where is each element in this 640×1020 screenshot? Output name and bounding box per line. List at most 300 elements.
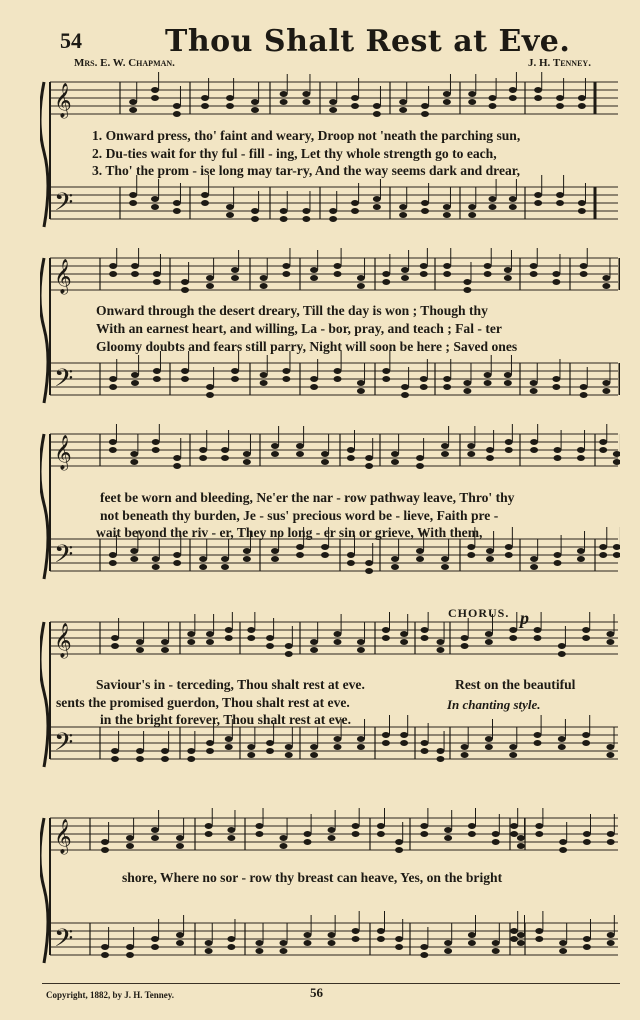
- note-head: [302, 91, 310, 97]
- lyric-line: With an earnest heart, and willing, La - bor, pray, and teach ; Fal - ter: [96, 321, 502, 336]
- note-head: [129, 99, 137, 105]
- note-head: [505, 544, 513, 550]
- note-head: [206, 631, 214, 637]
- note-head: [187, 631, 195, 637]
- note-head: [444, 835, 452, 841]
- note-head: [580, 384, 588, 390]
- note-head: [436, 748, 444, 754]
- note-head: [492, 839, 500, 845]
- copyright-notice: Copyright, 1882, by J. H. Tenney.: [46, 990, 175, 1000]
- note-head: [416, 463, 424, 469]
- treble-clef-icon: 𝄞: [54, 83, 72, 118]
- note-head: [399, 212, 407, 218]
- hymn-number: 54: [60, 28, 82, 53]
- note-head: [486, 556, 494, 562]
- note-head: [436, 639, 444, 645]
- note-head: [468, 91, 476, 97]
- note-head: [352, 928, 360, 934]
- note-head: [365, 568, 373, 574]
- note-head: [129, 200, 137, 206]
- note-head: [391, 451, 399, 457]
- note-head: [582, 635, 590, 641]
- note-head: [271, 443, 279, 449]
- footer-rule: [42, 983, 620, 984]
- note-head: [176, 843, 184, 849]
- note-head: [271, 451, 279, 457]
- note-head: [489, 103, 497, 109]
- note-head: [485, 631, 493, 637]
- staff-notation: [40, 808, 620, 973]
- note-head: [153, 271, 161, 277]
- lyric-line: shore, Where no sor - row thy breast can heave, Yes, on the bright: [122, 870, 503, 885]
- note-head: [296, 451, 304, 457]
- note-head: [613, 552, 620, 558]
- note-head: [492, 940, 500, 946]
- note-head: [302, 99, 310, 105]
- note-head: [486, 455, 494, 461]
- note-head: [391, 556, 399, 562]
- note-head: [206, 392, 214, 398]
- note-head: [126, 952, 134, 958]
- note-head: [231, 267, 239, 273]
- note-head: [373, 103, 381, 109]
- note-head: [377, 928, 385, 934]
- note-head: [206, 283, 214, 289]
- note-head: [535, 928, 543, 934]
- note-head: [558, 643, 566, 649]
- note-head: [101, 944, 109, 950]
- note-head: [552, 279, 560, 285]
- note-head: [468, 823, 476, 829]
- note-head: [173, 552, 181, 558]
- note-head: [517, 843, 525, 849]
- note-head: [271, 556, 279, 562]
- note-head: [109, 552, 117, 558]
- note-head: [505, 439, 513, 445]
- note-head: [556, 95, 564, 101]
- note-head: [221, 455, 229, 461]
- note-head: [205, 948, 213, 954]
- note-head: [530, 388, 538, 394]
- note-head: [151, 95, 159, 101]
- note-head: [153, 368, 161, 374]
- note-head: [231, 368, 239, 374]
- hymn-title: Thou Shalt Rest at Eve.: [165, 24, 571, 59]
- note-head: [484, 263, 492, 269]
- note-head: [510, 831, 518, 837]
- note-head: [530, 263, 538, 269]
- note-head: [463, 380, 471, 386]
- note-head: [199, 447, 207, 453]
- note-head: [129, 107, 137, 113]
- note-head: [492, 948, 500, 954]
- note-head: [468, 932, 476, 938]
- note-head: [443, 376, 451, 382]
- note-head: [279, 940, 287, 946]
- system-brace: [40, 622, 48, 767]
- note-head: [357, 744, 365, 750]
- note-head: [181, 279, 189, 285]
- note-head: [535, 936, 543, 942]
- note-head: [173, 455, 181, 461]
- note-head: [136, 639, 144, 645]
- note-head: [226, 212, 234, 218]
- system-brace: [40, 818, 48, 963]
- note-head: [151, 196, 159, 202]
- note-head: [420, 263, 428, 269]
- note-head: [282, 376, 290, 382]
- note-head: [205, 831, 213, 837]
- note-head: [401, 392, 409, 398]
- note-head: [606, 752, 614, 758]
- note-head: [282, 271, 290, 277]
- note-head: [151, 204, 159, 210]
- note-head: [347, 447, 355, 453]
- note-head: [296, 552, 304, 558]
- note-head: [187, 756, 195, 762]
- note-head: [382, 368, 390, 374]
- note-head: [266, 748, 274, 754]
- note-head: [173, 208, 181, 214]
- note-head: [463, 279, 471, 285]
- note-head: [467, 544, 475, 550]
- note-head: [606, 639, 614, 645]
- note-head: [357, 380, 365, 386]
- note-head: [129, 192, 137, 198]
- note-head: [221, 556, 229, 562]
- note-head: [556, 103, 564, 109]
- note-head: [131, 263, 139, 269]
- note-head: [582, 627, 590, 633]
- staff-notation: [40, 424, 620, 589]
- note-head: [260, 372, 268, 378]
- note-head: [510, 823, 518, 829]
- note-head: [243, 556, 251, 562]
- note-head: [334, 263, 342, 269]
- note-head: [329, 107, 337, 113]
- note-head: [285, 752, 293, 758]
- note-head: [205, 823, 213, 829]
- note-head: [247, 744, 255, 750]
- note-head: [485, 639, 493, 645]
- note-head: [357, 388, 365, 394]
- note-head: [176, 932, 184, 938]
- note-head: [109, 560, 117, 566]
- note-head: [109, 376, 117, 382]
- note-head: [266, 643, 274, 649]
- note-head: [382, 635, 390, 641]
- note-head: [304, 839, 312, 845]
- note-head: [509, 744, 517, 750]
- note-head: [468, 212, 476, 218]
- note-head: [334, 639, 342, 645]
- note-head: [352, 823, 360, 829]
- note-head: [152, 564, 160, 570]
- note-head: [365, 560, 373, 566]
- note-head: [225, 736, 233, 742]
- note-head: [391, 459, 399, 465]
- note-head: [559, 847, 567, 853]
- lyric-line: not beneath thy burden, Je - sus' precious word be - lieve, Faith pre -: [100, 508, 499, 523]
- note-head: [310, 275, 318, 281]
- note-head: [334, 368, 342, 374]
- system-brace: [40, 82, 48, 227]
- note-head: [226, 95, 234, 101]
- note-head: [152, 439, 160, 445]
- note-head: [443, 212, 451, 218]
- note-head: [206, 639, 214, 645]
- note-head: [201, 200, 209, 206]
- note-head: [468, 940, 476, 946]
- note-head: [578, 208, 586, 214]
- note-head: [534, 87, 542, 93]
- note-head: [613, 451, 620, 457]
- note-head: [607, 831, 615, 837]
- note-head: [421, 208, 429, 214]
- lyric-line: 1. Onward press, tho' faint and weary, Droop not 'neath the parching sun,: [92, 128, 521, 143]
- note-head: [606, 631, 614, 637]
- note-head: [357, 283, 365, 289]
- note-head: [126, 944, 134, 950]
- note-head: [534, 200, 542, 206]
- note-head: [461, 643, 469, 649]
- note-head: [321, 459, 329, 465]
- note-head: [111, 756, 119, 762]
- note-head: [443, 263, 451, 269]
- note-head: [421, 627, 429, 633]
- note-head: [535, 823, 543, 829]
- note-head: [136, 748, 144, 754]
- note-head: [602, 283, 610, 289]
- note-head: [416, 548, 424, 554]
- note-head: [251, 99, 259, 105]
- note-head: [187, 748, 195, 754]
- note-head: [373, 111, 381, 117]
- note-head: [206, 384, 214, 390]
- note-head: [310, 376, 318, 382]
- lyric-line: sents the promised guerdon, Thou shalt rest at eve.: [56, 695, 350, 710]
- note-head: [161, 748, 169, 754]
- note-head: [111, 643, 119, 649]
- note-head: [530, 380, 538, 386]
- note-head: [151, 944, 159, 950]
- note-head: [441, 564, 449, 570]
- note-head: [509, 87, 517, 93]
- note-head: [251, 216, 259, 222]
- note-head: [187, 639, 195, 645]
- note-head: [416, 455, 424, 461]
- note-head: [441, 443, 449, 449]
- note-head: [606, 744, 614, 750]
- note-head: [109, 271, 117, 277]
- note-head: [535, 831, 543, 837]
- note-head: [260, 283, 268, 289]
- note-head: [400, 639, 408, 645]
- note-head: [530, 439, 538, 445]
- note-head: [400, 740, 408, 746]
- note-head: [558, 736, 566, 742]
- note-head: [420, 271, 428, 277]
- note-head: [181, 368, 189, 374]
- note-head: [347, 455, 355, 461]
- lyric-line: Gloomy doubts and fears still parry, Night will soon be here ; Saved ones: [96, 339, 518, 354]
- note-head: [420, 376, 428, 382]
- note-head: [421, 103, 429, 109]
- note-head: [401, 275, 409, 281]
- note-head: [577, 556, 585, 562]
- note-head: [161, 639, 169, 645]
- lyricist-credit: Mrs. E. W. Chapman.: [74, 57, 175, 69]
- note-head: [395, 839, 403, 845]
- note-head: [486, 548, 494, 554]
- note-head: [285, 651, 293, 657]
- note-head: [552, 376, 560, 382]
- note-head: [225, 744, 233, 750]
- note-head: [556, 200, 564, 206]
- note-head: [421, 635, 429, 641]
- performance-direction: In chanting style.: [447, 697, 541, 712]
- note-head: [226, 204, 234, 210]
- note-head: [395, 847, 403, 853]
- note-head: [577, 455, 585, 461]
- note-head: [599, 552, 607, 558]
- bass-clef-icon: 𝄢: [54, 728, 74, 763]
- music-system-5: [40, 808, 620, 973]
- note-head: [461, 744, 469, 750]
- note-head: [199, 564, 207, 570]
- note-head: [111, 748, 119, 754]
- note-head: [279, 843, 287, 849]
- lyric-line: Onward through the desert dreary, Till the day is won ; Though thy: [96, 303, 488, 318]
- music-system-3: [40, 424, 620, 589]
- note-head: [391, 564, 399, 570]
- note-head: [530, 556, 538, 562]
- note-head: [443, 91, 451, 97]
- note-head: [131, 380, 139, 386]
- note-head: [181, 376, 189, 382]
- note-head: [509, 95, 517, 101]
- note-head: [607, 839, 615, 845]
- note-head: [441, 451, 449, 457]
- note-head: [504, 380, 512, 386]
- note-head: [101, 847, 109, 853]
- note-head: [559, 948, 567, 954]
- note-head: [436, 756, 444, 762]
- note-head: [607, 940, 615, 946]
- note-head: [280, 216, 288, 222]
- note-head: [578, 95, 586, 101]
- note-head: [505, 447, 513, 453]
- note-head: [109, 447, 117, 453]
- note-head: [151, 87, 159, 93]
- note-head: [161, 756, 169, 762]
- note-head: [173, 111, 181, 117]
- note-head: [304, 932, 312, 938]
- note-head: [357, 275, 365, 281]
- note-head: [399, 107, 407, 113]
- bass-clef-icon: 𝄢: [54, 188, 74, 223]
- note-head: [279, 948, 287, 954]
- note-head: [176, 940, 184, 946]
- note-head: [280, 91, 288, 97]
- note-head: [484, 372, 492, 378]
- note-head: [351, 95, 359, 101]
- note-head: [266, 635, 274, 641]
- note-head: [554, 560, 562, 566]
- note-head: [602, 388, 610, 394]
- note-head: [485, 736, 493, 742]
- treble-clef-icon: 𝄞: [54, 819, 72, 854]
- treble-clef-icon: 𝄞: [54, 259, 72, 294]
- note-head: [373, 196, 381, 202]
- note-head: [130, 451, 138, 457]
- note-head: [504, 267, 512, 273]
- note-head: [304, 831, 312, 837]
- note-head: [255, 831, 263, 837]
- note-head: [101, 839, 109, 845]
- note-head: [578, 103, 586, 109]
- note-head: [334, 376, 342, 382]
- note-head: [492, 831, 500, 837]
- note-head: [443, 271, 451, 277]
- note-head: [152, 556, 160, 562]
- note-head: [310, 384, 318, 390]
- note-head: [377, 936, 385, 942]
- note-head: [443, 99, 451, 105]
- note-head: [296, 544, 304, 550]
- note-head: [221, 447, 229, 453]
- lyric-line: 2. Du-ties wait for thy ful - fill - ing, Let thy whole strength go to each,: [92, 146, 497, 161]
- note-head: [310, 267, 318, 273]
- note-head: [352, 831, 360, 837]
- note-head: [347, 560, 355, 566]
- note-head: [558, 744, 566, 750]
- note-head: [365, 455, 373, 461]
- note-head: [420, 944, 428, 950]
- note-head: [173, 103, 181, 109]
- note-head: [421, 740, 429, 746]
- note-head: [530, 271, 538, 277]
- note-head: [461, 635, 469, 641]
- note-head: [552, 384, 560, 390]
- note-head: [400, 732, 408, 738]
- bass-clef-icon: 𝄢: [54, 540, 74, 575]
- note-head: [255, 823, 263, 829]
- note-head: [255, 948, 263, 954]
- note-head: [328, 940, 336, 946]
- note-head: [558, 651, 566, 657]
- lyric-line: feet be worn and bleeding, Ne'er the nar - row pathway leave, Thro' thy: [100, 490, 515, 505]
- note-head: [152, 447, 160, 453]
- note-head: [420, 384, 428, 390]
- lyric-line: Saviour's in - terceding, Thou shalt rest at eve.: [96, 677, 365, 692]
- note-head: [382, 279, 390, 285]
- note-head: [304, 940, 312, 946]
- note-head: [509, 204, 517, 210]
- note-head: [486, 447, 494, 453]
- note-head: [534, 740, 542, 746]
- note-head: [321, 451, 329, 457]
- note-head: [282, 263, 290, 269]
- note-head: [328, 932, 336, 938]
- note-head: [420, 952, 428, 958]
- lyric-line: wait beyond the riv - er, They no long - er sin or grieve, With them,: [96, 525, 483, 540]
- note-head: [109, 384, 117, 390]
- note-head: [530, 447, 538, 453]
- note-head: [444, 940, 452, 946]
- note-head: [468, 831, 476, 837]
- note-head: [577, 548, 585, 554]
